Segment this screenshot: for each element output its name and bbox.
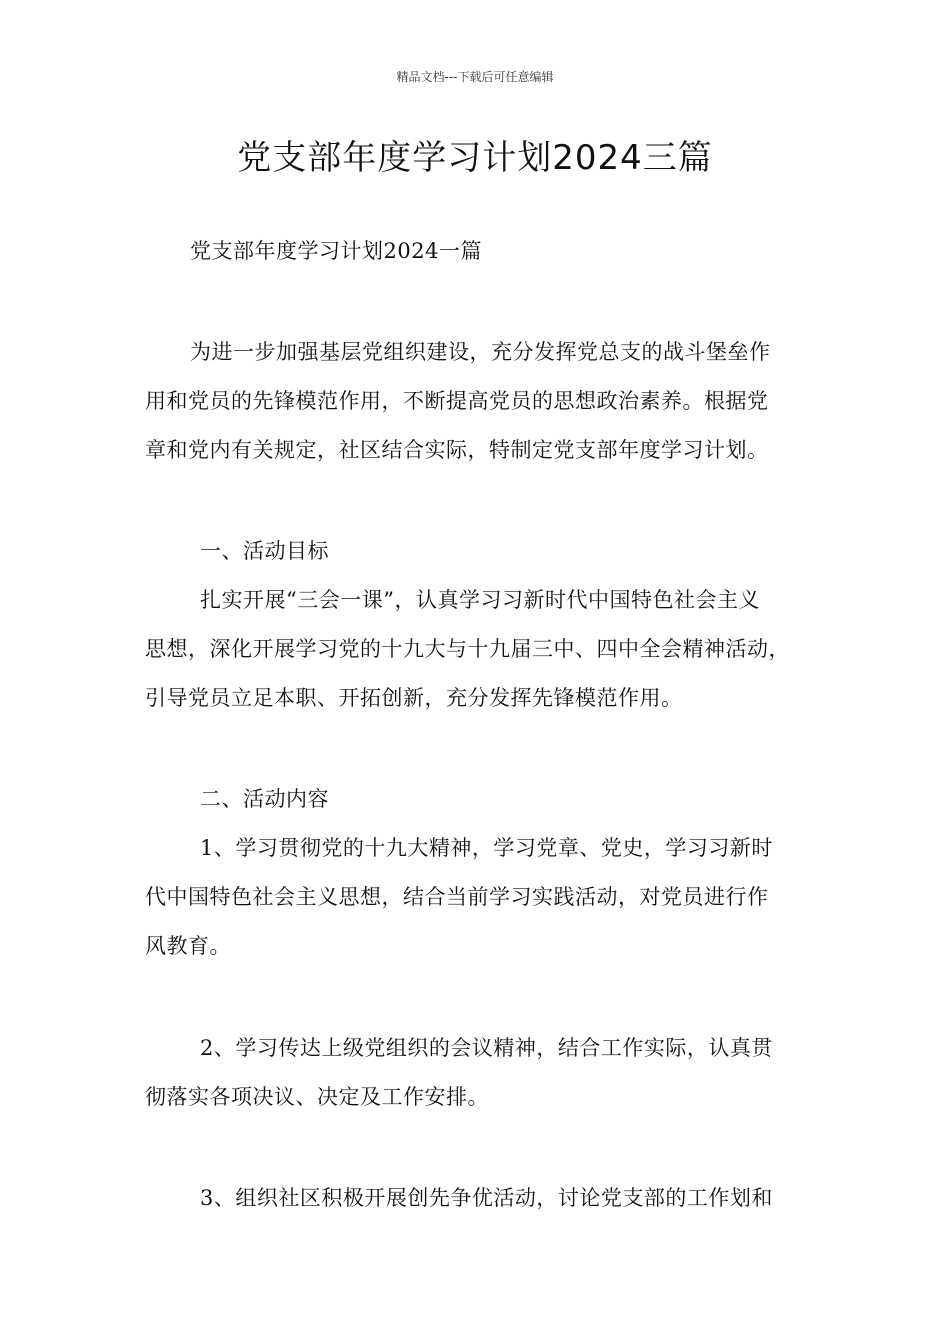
- section1-line-1: 扎实开展“三会一课”，认真学习习新时代中国特色社会主义: [200, 588, 760, 612]
- intro-line-3: 章和党内有关规定，社区结合实际，特制定党支部年度学习计划。: [145, 438, 769, 462]
- header-note: 精品文档---下载后可任意编辑: [396, 70, 554, 84]
- section2-item1-line-2: 代中国特色社会主义思想，结合当前学习实践活动，对党员进行作: [145, 885, 769, 909]
- section2-item2-line-2: 彻落实各项决议、决定及工作安排。: [145, 1085, 489, 1109]
- subtitle: 党支部年度学习计划2024一篇: [190, 239, 482, 263]
- section2-heading: 二、活动内容: [200, 787, 329, 811]
- document-title: 党支部年度学习计划2024三篇: [237, 138, 713, 178]
- section1-heading: 一、活动目标: [200, 539, 329, 563]
- section2-item1-line-3: 风教育。: [145, 934, 231, 958]
- intro-line-1: 为进一步加强基层党组织建设，充分发挥党总支的战斗堡垒作: [190, 340, 771, 364]
- section1-line-2: 思想，深化开展学习党的十九大与十九届三中、四中全会精神活动，: [145, 637, 790, 661]
- section1-line-3: 引导党员立足本职、开拓创新，充分发挥先锋模范作用。: [145, 686, 683, 710]
- intro-line-2: 用和党员的先锋模范作用，不断提高党员的思想政治素养。根据党: [145, 389, 769, 413]
- section2-item1-line-1: 1、学习贯彻党的十九大精神，学习党章、党史，学习习新时: [200, 836, 773, 860]
- section2-item3-line-1: 3、组织社区积极开展创先争优活动，讨论党支部的工作划和: [200, 1186, 773, 1210]
- section2-item2-line-1: 2、学习传达上级党组织的会议精神，结合工作实际，认真贯: [200, 1036, 773, 1060]
